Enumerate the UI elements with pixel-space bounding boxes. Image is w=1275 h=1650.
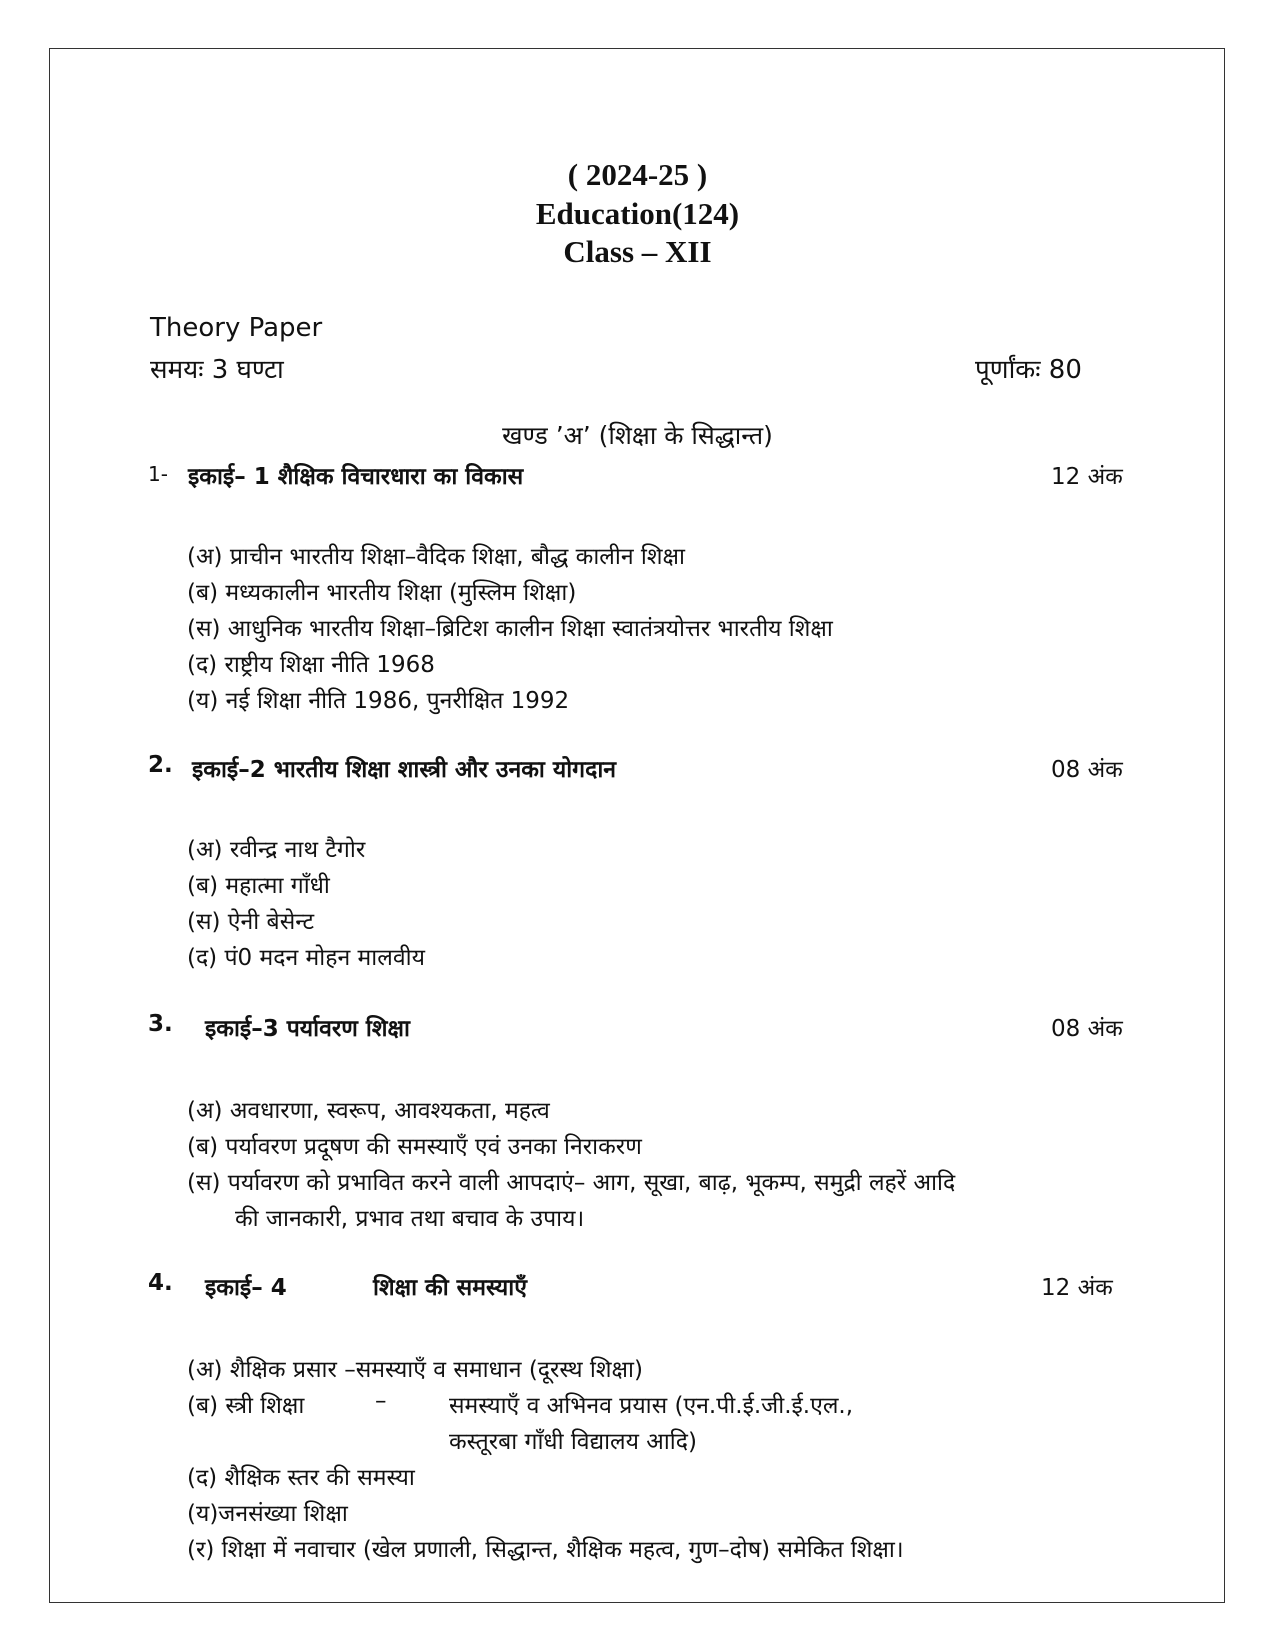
unit-1-item: (स) आधुनिक भारतीय शिक्षा–ब्रिटिश कालीन शिक्षा स्वातंत्रयोत्तर भारतीय शिक्षा [187,616,833,642]
unit-2-title: इकाई–2 भारतीय शिक्षा शास्त्री और उनका योगदान [192,757,617,783]
unit-4-item-dash: – [375,1388,387,1414]
unit-1-title: इकाई– 1 शैक्षिक विचारधारा का विकास [188,464,524,490]
max-marks: पूर्णांकः 80 [975,355,1082,385]
unit-2-marks: 08 अंक [1051,757,1123,783]
unit-1-number: 1- [148,462,168,486]
unit-3-marks: 08 अंक [1051,1016,1123,1042]
unit-4-title: शिक्षा की समस्याएँ [373,1275,527,1301]
unit-3-item: (स) पर्यावरण को प्रभावित करने वाली आपदाएं– आग, सूखा, बाढ़, भूकम्प, समुद्री लहरें आदि [187,1170,956,1196]
unit-3-number: 3. [148,1011,173,1037]
session-year: ( 2024-25 ) [567,157,708,192]
section-title: खण्ड ’अ’ (शिक्षा के सिद्धान्त) [502,421,773,450]
unit-2-item: (द) पं0 मदन मोहन मालवीय [187,945,425,971]
unit-4-item: (र) शिक्षा में नवाचार (खेल प्रणाली, सिद्धान्त, शैक्षिक महत्व, गुण–दोष) समेकित शिक्षा। [187,1537,904,1563]
unit-4-label: इकाई– 4 [205,1275,287,1301]
unit-4-item: (द) शैक्षिक स्तर की समस्या [187,1465,415,1491]
subject-title: Education(124) [535,196,740,231]
unit-2-number: 2. [148,752,173,778]
unit-3-title: इकाई–3 पर्यावरण शिक्षा [205,1016,410,1042]
unit-1-item: (द) राष्ट्रीय शिक्षा नीति 1968 [187,652,435,678]
time-allowed: समयः 3 घण्टा [150,355,284,385]
unit-2-item: (ब) महात्मा गाँधी [187,873,330,899]
unit-4-marks: 12 अंक [1041,1275,1113,1301]
unit-3-item: (ब) पर्यावरण प्रदूषण की समस्याएँ एवं उनका निराकरण [187,1134,642,1160]
unit-4-item: (अ) शैक्षिक प्रसार –समस्याएँ व समाधान (दूरस्थ शिक्षा) [187,1357,643,1383]
unit-1-item: (य) नई शिक्षा नीति 1986, पुनरीक्षित 1992 [187,688,570,714]
unit-4-item-detail-continued: कस्तूरबा गाँधी विद्यालय आदि) [449,1429,697,1455]
unit-3-item: (अ) अवधारणा, स्वरूप, आवश्यकता, महत्व [187,1098,550,1124]
unit-2-item: (अ) रवीन्द्र नाथ टैगोर [187,837,366,863]
unit-4-item: (ब) स्त्री शिक्षा [187,1393,305,1419]
unit-4-number: 4. [148,1270,173,1296]
unit-1-marks: 12 अंक [1051,464,1123,490]
unit-3-item-continued: की जानकारी, प्रभाव तथा बचाव के उपाय। [235,1206,585,1232]
class-title: Class – XII [563,234,712,269]
unit-2-item: (स) ऐनी बेसेन्ट [187,909,315,935]
unit-1-item: (अ) प्राचीन भारतीय शिक्षा–वैदिक शिक्षा, बौद्ध कालीन शिक्षा [187,544,685,570]
unit-4-item-detail: समस्याएँ व अभिनव प्रयास (एन.पी.ई.जी.ई.एल., [449,1393,854,1419]
unit-4-item: (य)जनसंख्या शिक्षा [187,1501,348,1527]
unit-1-item: (ब) मध्यकालीन भारतीय शिक्षा (मुस्लिम शिक्षा) [187,580,577,606]
paper-type: Theory Paper [150,313,323,343]
